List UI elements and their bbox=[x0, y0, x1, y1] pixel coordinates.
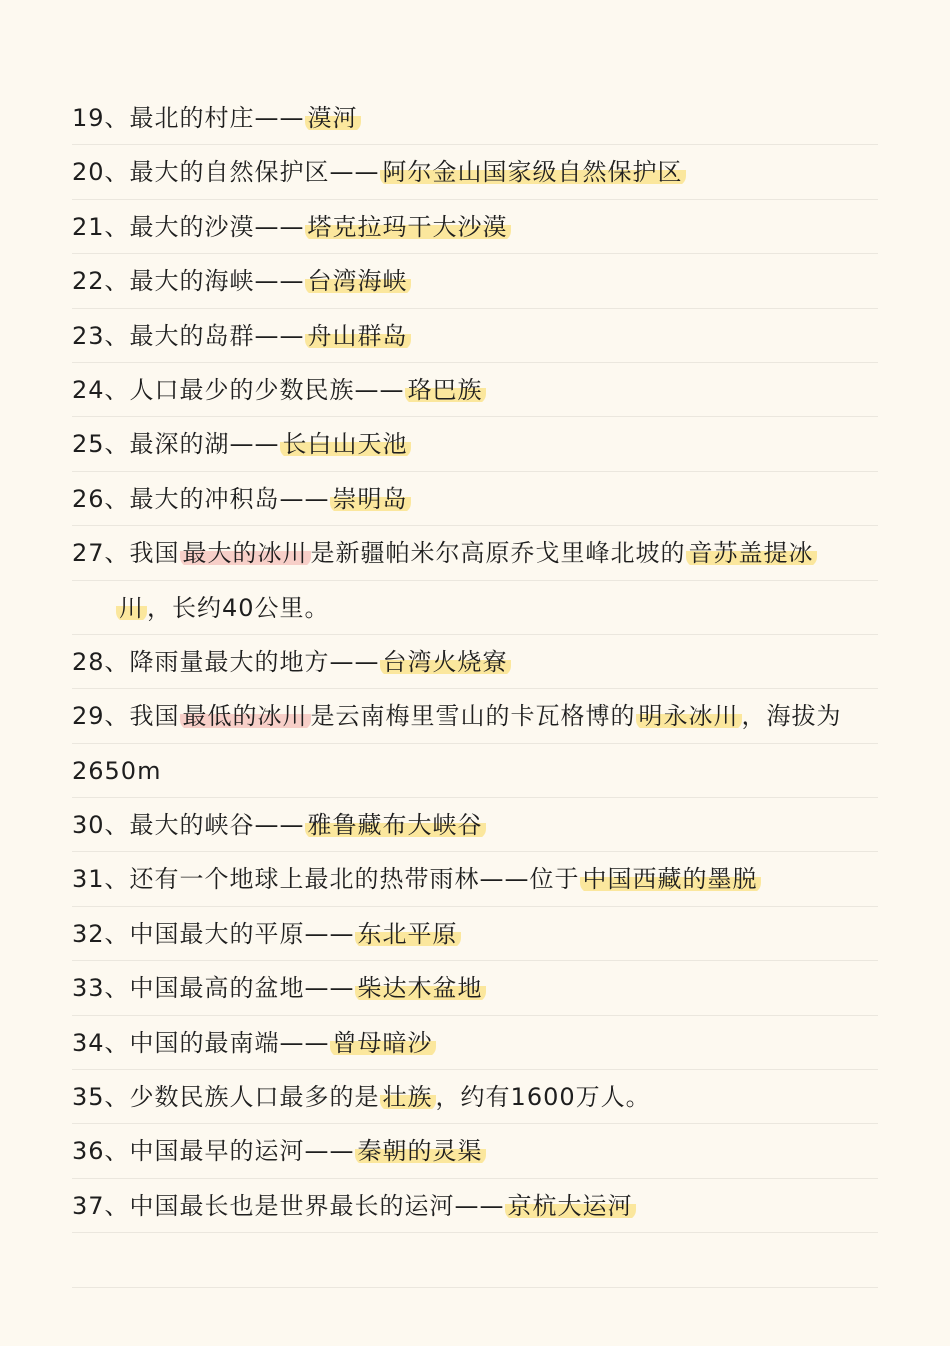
note-line bbox=[72, 254, 878, 308]
note-line bbox=[72, 417, 878, 471]
note-line bbox=[72, 526, 878, 580]
highlighted-text: 东北平原 bbox=[355, 920, 461, 948]
note-text: 19、最北的村庄—— bbox=[72, 104, 305, 132]
highlighted-text: 雅鲁藏布大峡谷 bbox=[305, 811, 486, 839]
note-text: 23、最大的岛群—— bbox=[72, 321, 305, 350]
note-text: ，约有1600万人。 bbox=[435, 1083, 651, 1112]
note-text: 27、我国 bbox=[72, 539, 180, 568]
highlighted-text: 音苏盖提冰 bbox=[686, 539, 817, 567]
highlighted-text: 曾母暗沙 bbox=[330, 1029, 436, 1057]
note-text: 2650m bbox=[72, 756, 162, 785]
note-text: 20、最大的自然保护区—— bbox=[72, 158, 380, 187]
note-line bbox=[72, 145, 878, 199]
highlighted-text: 长白山天池 bbox=[280, 430, 411, 458]
note-text: 21、最大的沙漠—— bbox=[72, 212, 305, 241]
note-line bbox=[72, 363, 878, 417]
note-text: 29、我国 bbox=[72, 702, 180, 731]
highlighted-text: 最低的冰川 bbox=[180, 702, 311, 730]
note-text: ，长约40公里。 bbox=[147, 593, 330, 622]
note-text: 34、中国的最南端—— bbox=[72, 1028, 330, 1057]
note-text: 25、最深的湖—— bbox=[72, 430, 280, 459]
note-line bbox=[72, 852, 878, 906]
note-line bbox=[72, 798, 878, 852]
note-line bbox=[72, 1124, 878, 1178]
note-line bbox=[72, 907, 878, 961]
note-line bbox=[72, 744, 878, 798]
note-line bbox=[72, 1070, 878, 1124]
note-text: 24、人口最少的少数民族—— bbox=[72, 375, 405, 404]
notes-list bbox=[72, 91, 878, 1288]
highlighted-text: 最大的冰川 bbox=[180, 539, 311, 567]
note-line bbox=[72, 309, 878, 363]
note-text: 26、最大的冲积岛—— bbox=[72, 484, 330, 513]
highlighted-text: 崇明岛 bbox=[330, 485, 411, 513]
highlighted-text: 明永冰川 bbox=[636, 702, 742, 730]
note-text: 是新疆帕米尔高原乔戈里峰北坡的 bbox=[310, 539, 686, 568]
note-line bbox=[72, 472, 878, 526]
highlighted-text: 舟山群岛 bbox=[305, 322, 411, 350]
note-line bbox=[72, 91, 878, 145]
highlighted-text: 柴达木盆地 bbox=[355, 974, 486, 1002]
highlighted-text: 京杭大运河 bbox=[505, 1192, 636, 1220]
blank-ruled-line bbox=[72, 1233, 878, 1287]
note-line bbox=[72, 200, 878, 254]
note-text: 37、中国最长也是世界最长的运河—— bbox=[72, 1191, 505, 1220]
highlighted-text: 台湾海峡 bbox=[305, 267, 411, 295]
note-text: 33、中国最高的盆地—— bbox=[72, 974, 355, 1003]
note-line bbox=[72, 581, 878, 635]
note-text: 36、中国最早的运河—— bbox=[72, 1137, 355, 1166]
highlighted-text: 漠河 bbox=[305, 104, 361, 132]
note-line bbox=[72, 689, 878, 743]
highlighted-text: 阿尔金山国家级自然保护区 bbox=[380, 158, 686, 186]
note-text: ，海拔为 bbox=[741, 702, 842, 731]
note-text: 30、最大的峡谷—— bbox=[72, 811, 305, 840]
note-line bbox=[72, 1179, 878, 1233]
note-text: 32、中国最大的平原—— bbox=[72, 919, 355, 948]
note-text: 是云南梅里雪山的卡瓦格博的 bbox=[310, 702, 636, 731]
note-text: 35、少数民族人口最多的是 bbox=[72, 1083, 380, 1112]
highlighted-text: 中国西藏的墨脱 bbox=[580, 865, 761, 893]
highlighted-text: 川 bbox=[116, 594, 147, 622]
note-line bbox=[72, 1016, 878, 1070]
note-line bbox=[72, 635, 878, 689]
note-text: 28、降雨量最大的地方—— bbox=[72, 647, 380, 676]
note-text: 31、还有一个地球上最北的热带雨林——位于 bbox=[72, 865, 580, 894]
note-line bbox=[72, 961, 878, 1015]
highlighted-text: 台湾火烧寮 bbox=[380, 648, 511, 676]
highlighted-text: 秦朝的灵渠 bbox=[355, 1137, 486, 1165]
highlighted-text: 壮族 bbox=[380, 1083, 436, 1111]
highlighted-text: 塔克拉玛干大沙漠 bbox=[305, 213, 511, 241]
highlighted-text: 珞巴族 bbox=[405, 376, 486, 404]
note-text: 22、最大的海峡—— bbox=[72, 267, 305, 296]
